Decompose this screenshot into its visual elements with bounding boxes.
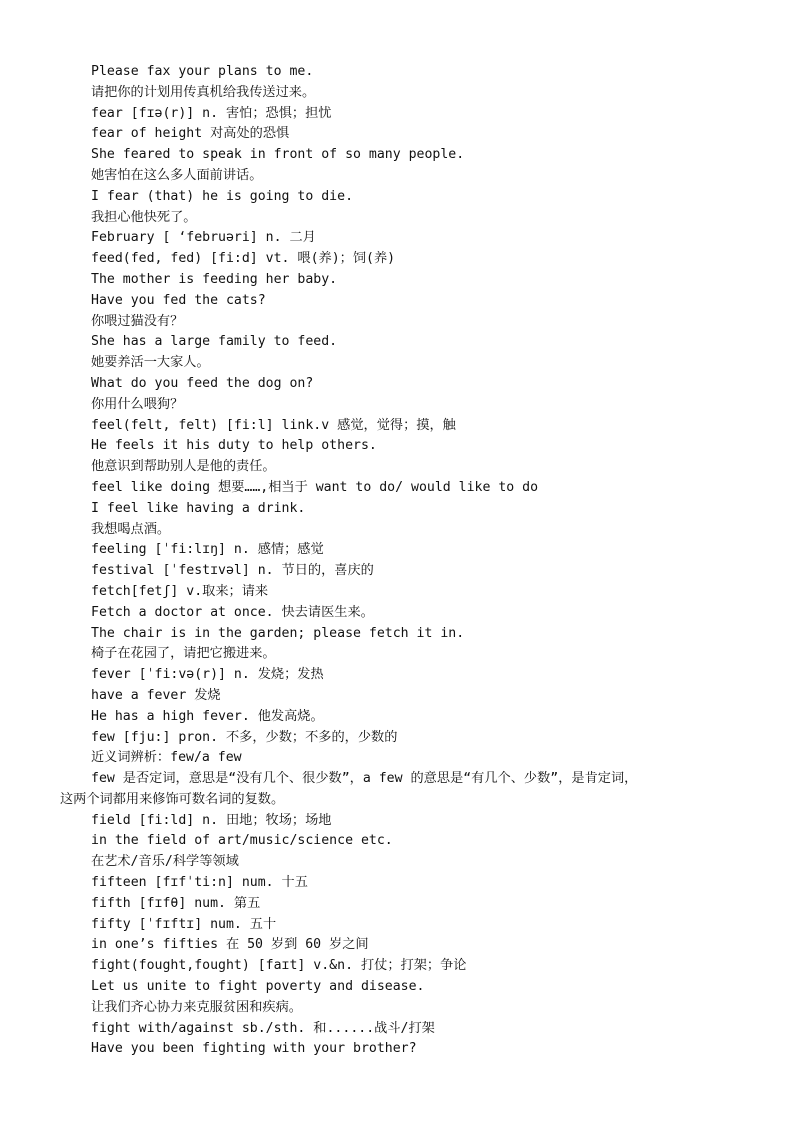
- text-line: 椅子在花园了，请把它搬进来。: [91, 646, 276, 662]
- text-line: feel like doing 想要……,相当于 want to do/ would like to do: [91, 479, 539, 495]
- text-line: 她害怕在这么多人面前讲话。: [91, 167, 263, 183]
- text-line: feeling [ˈfi:lɪŋ] n. 感情；感觉: [91, 542, 324, 558]
- text-line: Have you been fighting with your brother?: [91, 1041, 417, 1057]
- text-line: The chair is in the garden; please fetch it in.: [91, 625, 465, 641]
- wrapped-paragraph: [60, 769, 751, 811]
- text-line: few [fju:] pron. 不多，少数；不多的，少数的: [91, 729, 398, 745]
- text-line: fifteen [fɪfˈti:n] num. 十五: [91, 875, 308, 891]
- text-line: The mother is feeding her baby.: [91, 271, 338, 287]
- text-line: She has a large family to feed.: [91, 334, 338, 350]
- text-line: 她要养活一大家人。: [91, 355, 210, 371]
- text-line: 让我们齐心协力来克服贫困和疾病。: [91, 999, 302, 1015]
- text-line: fifty [ˈfɪftɪ] num. 五十: [91, 916, 277, 932]
- text-line: 你用什么喂狗？: [91, 396, 184, 412]
- text-line: fear [fɪə(r)] n. 害怕；恐惧；担忧: [91, 105, 332, 121]
- text-line: 我担心他快死了。: [91, 209, 197, 225]
- text-line: have a fever 发烧: [91, 687, 221, 703]
- text-line: Please fax your plans to me.: [91, 64, 314, 79]
- wrapped-paragraph-first-line: few 是否定词，意思是“没有几个、很少数”，a few 的意思是“有几个、少数”，是肯定词，: [91, 771, 638, 787]
- text-line: I fear (that) he is going to die.: [91, 188, 354, 204]
- wrapped-paragraph-second-line: 这两个词都用来修饰可数名词的复数。: [60, 791, 285, 807]
- text-line: 你喂过猫没有？: [91, 313, 184, 329]
- text-line: fight(fought,fought) [faɪt] v.&n. 打仗；打架；争论: [91, 958, 467, 974]
- text-line: What do you feed the dog on?: [91, 375, 314, 391]
- text-line: fever [ˈfi:və(r)] n. 发烧；发热: [91, 667, 324, 683]
- text-line: 近义词辨析：few/a few: [91, 750, 242, 766]
- text-line: festival [ˈfestɪvəl] n. 节日的，喜庆的: [91, 563, 374, 579]
- text-line: Have you fed the cats?: [91, 292, 266, 308]
- text-line: She feared to speak in front of so many people.: [91, 147, 465, 163]
- text-line: Let us unite to fight poverty and disease.: [91, 979, 425, 995]
- text-line: fear of height 对高处的恐惧: [91, 126, 290, 142]
- text-line: 他意识到帮助别人是他的责任。: [91, 459, 276, 475]
- text-line: fetch[fetʃ] v.取来；请来: [91, 583, 269, 599]
- text-line: in one’s fifties 在 50 岁到 60 岁之间: [91, 937, 369, 953]
- text-line: Fetch a doctor at once. 快去请医生来。: [91, 604, 374, 620]
- text-line: fight with/against sb./sth. 和......战斗/打架: [91, 1020, 435, 1036]
- text-line: February [ ‘februəri] n. 二月: [91, 230, 316, 246]
- text-line: fifth [fɪfθ] num. 第五: [91, 895, 261, 911]
- text-line: 我想喝点酒。: [91, 521, 171, 537]
- text-line: He feels it his duty to help others.: [91, 438, 377, 454]
- text-line: feel(felt, felt) [fi:l] link.v 感觉，觉得；摸，触: [91, 417, 456, 433]
- vocabulary-list: [60, 62, 751, 1060]
- text-line: field [fi:ld] n. 田地；牧场；场地: [91, 812, 332, 828]
- text-line: in the field of art/music/science etc.: [91, 833, 393, 849]
- text-line: 在艺术/音乐/科学等领域: [91, 854, 239, 870]
- text-line: 请把你的计划用传真机给我传送过来。: [91, 84, 316, 100]
- text-line: He has a high fever. 他发高烧。: [91, 708, 324, 724]
- text-line: feed(fed, fed) [fi:d] vt. 喂(养)；饲(养): [91, 251, 396, 267]
- text-line: I feel like having a drink.: [91, 500, 306, 516]
